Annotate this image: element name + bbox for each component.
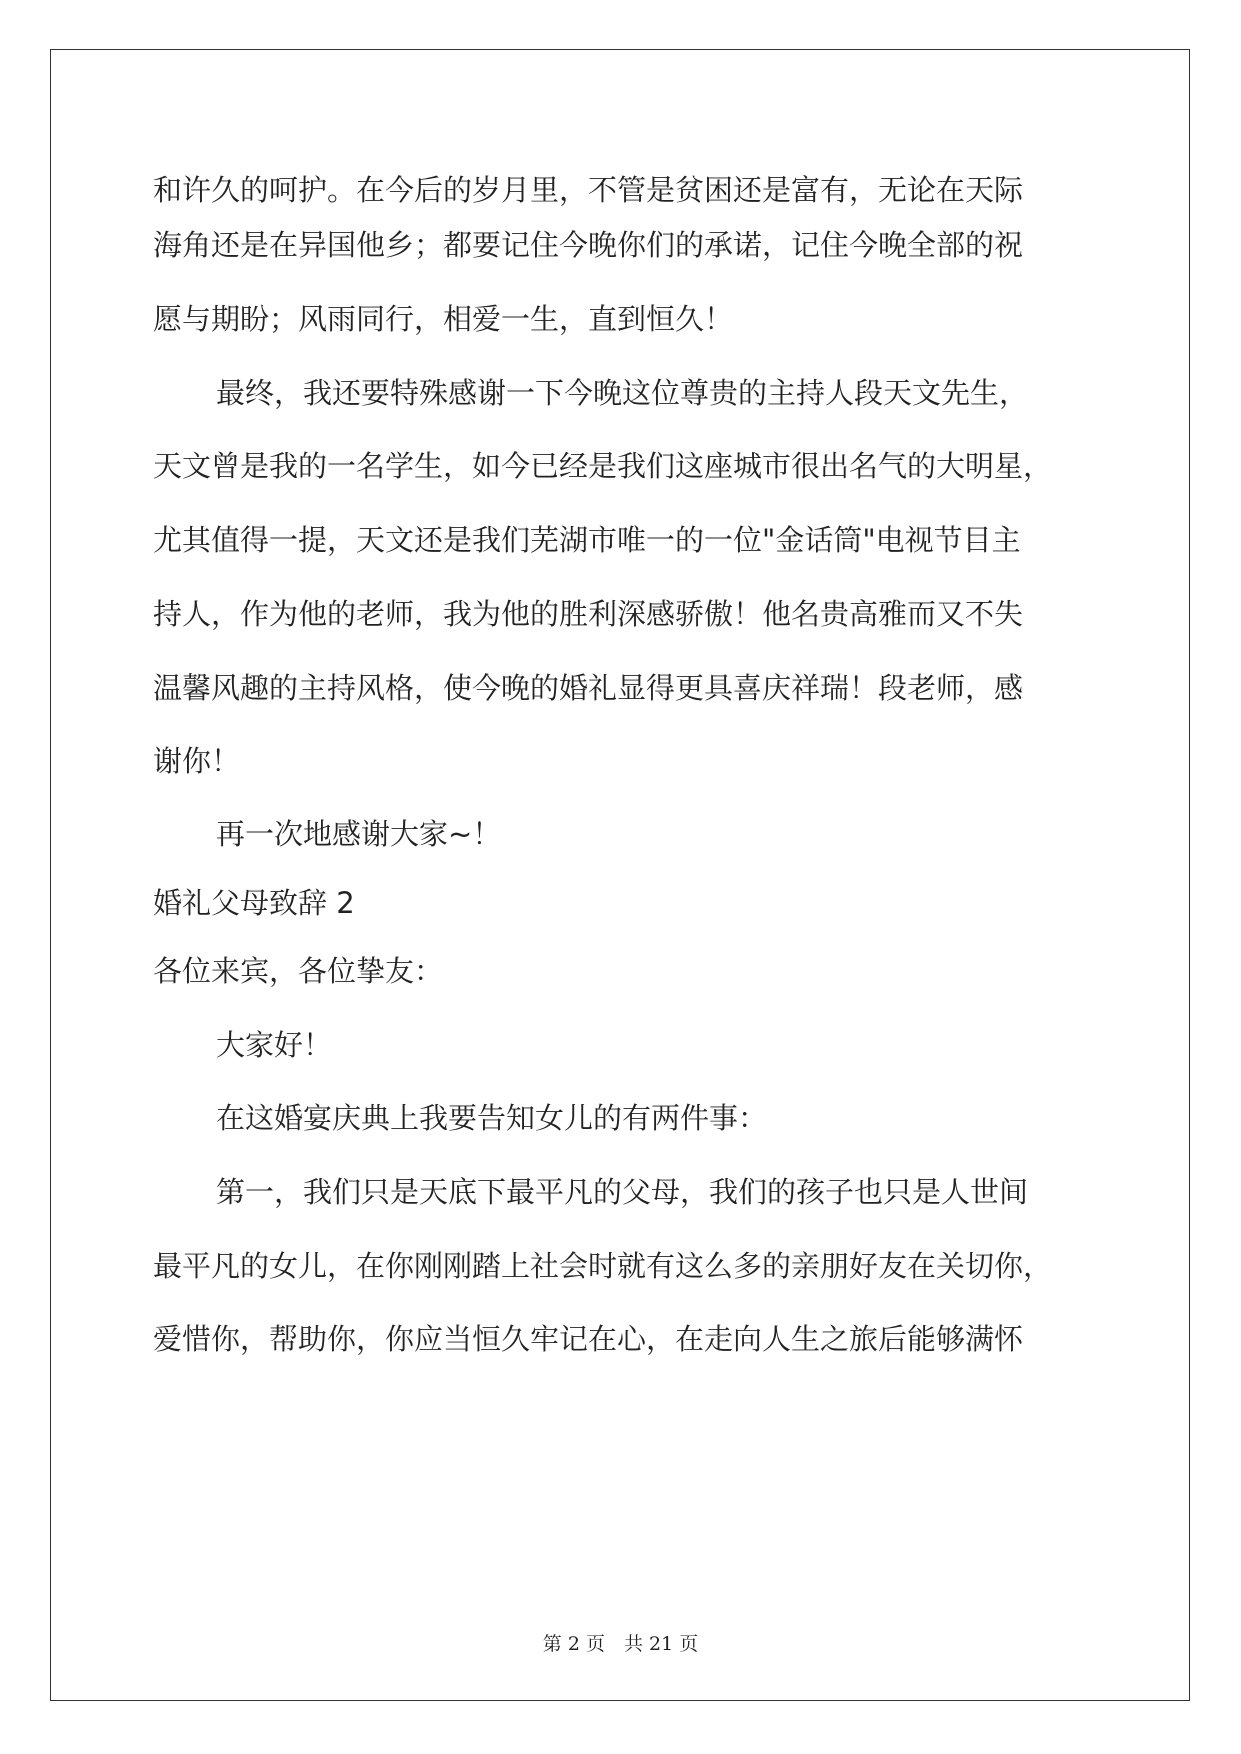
salutation-line: 各位来宾，各位挚友： — [153, 954, 444, 988]
paragraph-start-line: 第一，我们只是天底下最平凡的父母，我们的孩子也只是人世间 — [216, 1175, 1029, 1209]
body-line: 温馨风趣的主持风格，使今晚的婚礼显得更具喜庆祥瑞！段老师，感 — [153, 671, 1024, 705]
body-line: 海角还是在异国他乡；都要记住今晚你们的承诺，记住今晚全部的祝 — [153, 228, 1024, 262]
paragraph-start-line: 最终，我还要特殊感谢一下今晚这位尊贵的主持人段天文先生， — [216, 376, 1029, 410]
paragraph-start-line: 在这婚宴庆典上我要告知女儿的有两件事： — [216, 1101, 768, 1135]
body-line: 谢你！ — [153, 744, 241, 778]
page-number-footer: 第 2 页 共 21 页 — [542, 1633, 699, 1655]
paragraph-start-line: 再一次地感谢大家~！ — [216, 817, 502, 851]
body-line: 持人，作为他的老师，我为他的胜利深感骄傲！他名贵高雅而又不失 — [153, 597, 1024, 631]
section-heading: 婚礼父母致辞 2 — [153, 886, 355, 920]
body-line: 和许久的呵护。在今后的岁月里，不管是贫困还是富有，无论在天际 — [153, 173, 1024, 207]
page-border — [50, 49, 1190, 1701]
body-line: 尤其值得一提，天文还是我们芜湖市唯一的一位"金话筒"电视节目主 — [153, 523, 1021, 557]
body-line: 爱惜你，帮助你，你应当恒久牢记在心，在走向人生之旅后能够满怀 — [153, 1322, 1024, 1356]
body-line: 最平凡的女儿，在你刚刚踏上社会时就有这么多的亲朋好友在关切你， — [153, 1249, 1053, 1283]
greeting-line: 大家好！ — [216, 1028, 333, 1062]
body-line: 愿与期盼；风雨同行，相爱一生，直到恒久！ — [153, 302, 734, 336]
body-line: 天文曾是我的一名学生，如今已经是我们这座城市很出名气的大明星， — [153, 449, 1053, 483]
